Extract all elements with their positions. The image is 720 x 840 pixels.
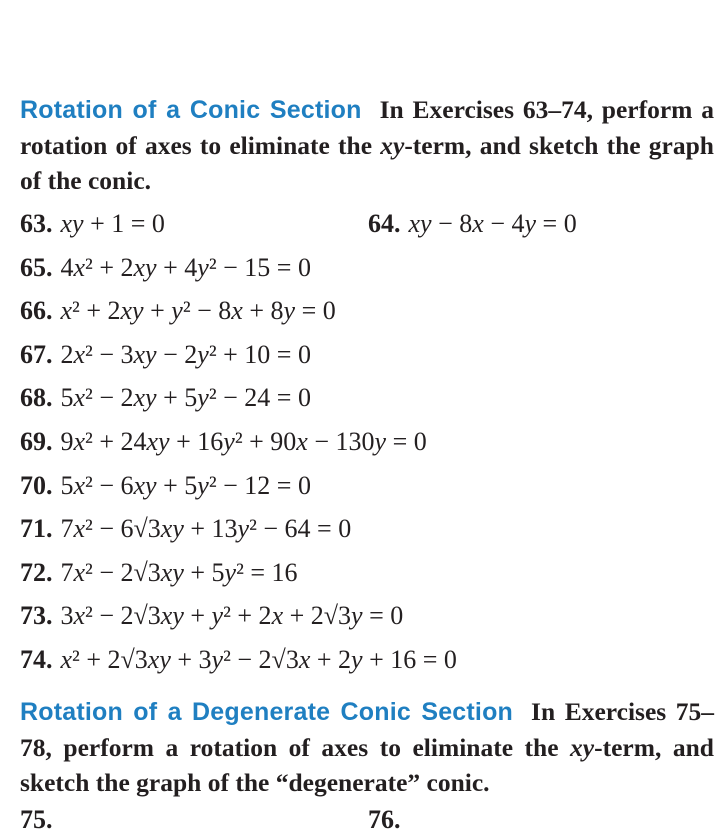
exercise-71 — [20, 507, 714, 551]
exercise-equation: 5x² − 6xy + 5y² − 12 = 0 — [60, 470, 311, 500]
exercise-number: 64. — [368, 209, 401, 238]
exercise-73 — [20, 594, 714, 638]
exercise-75-number: 75. — [20, 804, 53, 834]
exercise-equation: xy − 8x − 4y = 0 — [408, 209, 577, 238]
exercise-76-number: 76. — [368, 804, 401, 834]
exercise-72 — [20, 551, 714, 595]
exercise-equation: xy + 1 = 0 — [60, 209, 165, 238]
exercise-equation: 5x² − 2xy + 5y² − 24 = 0 — [60, 383, 311, 413]
exercise-65 — [20, 246, 714, 290]
exercise-67 — [20, 333, 714, 377]
section-75-78-intro — [20, 694, 714, 800]
section-title-rotation-conic: Rotation of a Conic Section — [20, 96, 362, 124]
exercise-number: 66. — [20, 296, 53, 326]
exercise-number: 74. — [20, 644, 53, 674]
exercise-equation: 3x² − 2√3xy + y² + 2x + 2√3y = 0 — [60, 601, 404, 631]
exercise-number: 72. — [20, 557, 53, 587]
intro-text-a: In Exercises 63–74, perform a rotation of axes to eliminate the — [20, 95, 714, 160]
exercise-number: 73. — [20, 601, 53, 631]
exercise-number: 63. — [20, 209, 53, 238]
exercise-66 — [20, 289, 714, 333]
exercise-number: 69. — [20, 426, 53, 456]
exercise-63 — [20, 202, 165, 246]
exercise-equation: 7x² − 2√3xy + 5y² = 16 — [60, 557, 298, 587]
exercise-number: 70. — [20, 470, 53, 500]
exercise-equation: 2x² − 3xy − 2y² + 10 = 0 — [60, 339, 311, 369]
exercise-69 — [20, 420, 714, 464]
intro-text-b: -term, and sketch the graph of the conic. — [20, 131, 714, 195]
cut-off-exercise-row — [20, 800, 714, 840]
exercise-equation: x² + 2xy + y² − 8x + 8y = 0 — [60, 296, 336, 326]
intro-var-xy: xy — [570, 732, 595, 762]
exercise-equation: 9x² + 24xy + 16y² + 90x − 130y = 0 — [60, 426, 427, 456]
section-title-degenerate-conic: Rotation of a Degenerate Conic Section — [20, 697, 514, 726]
intro-var-xy: xy — [380, 131, 405, 160]
exercise-number: 68. — [20, 383, 53, 413]
exercise-68 — [20, 376, 714, 420]
section-63-74-intro — [20, 92, 714, 198]
intro-text-b: -term, and sketch the graph of the “degenerate” conic. — [20, 732, 714, 797]
textbook-page — [20, 92, 714, 840]
exercise-row — [20, 202, 714, 246]
exercise-number: 67. — [20, 339, 53, 369]
exercise-64 — [368, 202, 577, 246]
exercise-equation: 4x² + 2xy + 4y² − 15 = 0 — [60, 252, 311, 282]
exercise-74 — [20, 638, 714, 682]
exercise-70 — [20, 464, 714, 508]
exercise-list — [20, 202, 714, 682]
exercise-equation: x² + 2√3xy + 3y² − 2√3x + 2y + 16 = 0 — [60, 644, 457, 674]
exercise-number: 65. — [20, 252, 53, 282]
intro-text-a: In Exercises 75–78, perform a rotation of axes to eliminate the — [20, 696, 715, 762]
exercise-number: 71. — [20, 514, 53, 544]
exercise-equation: 7x² − 6√3xy + 13y² − 64 = 0 — [60, 514, 352, 544]
